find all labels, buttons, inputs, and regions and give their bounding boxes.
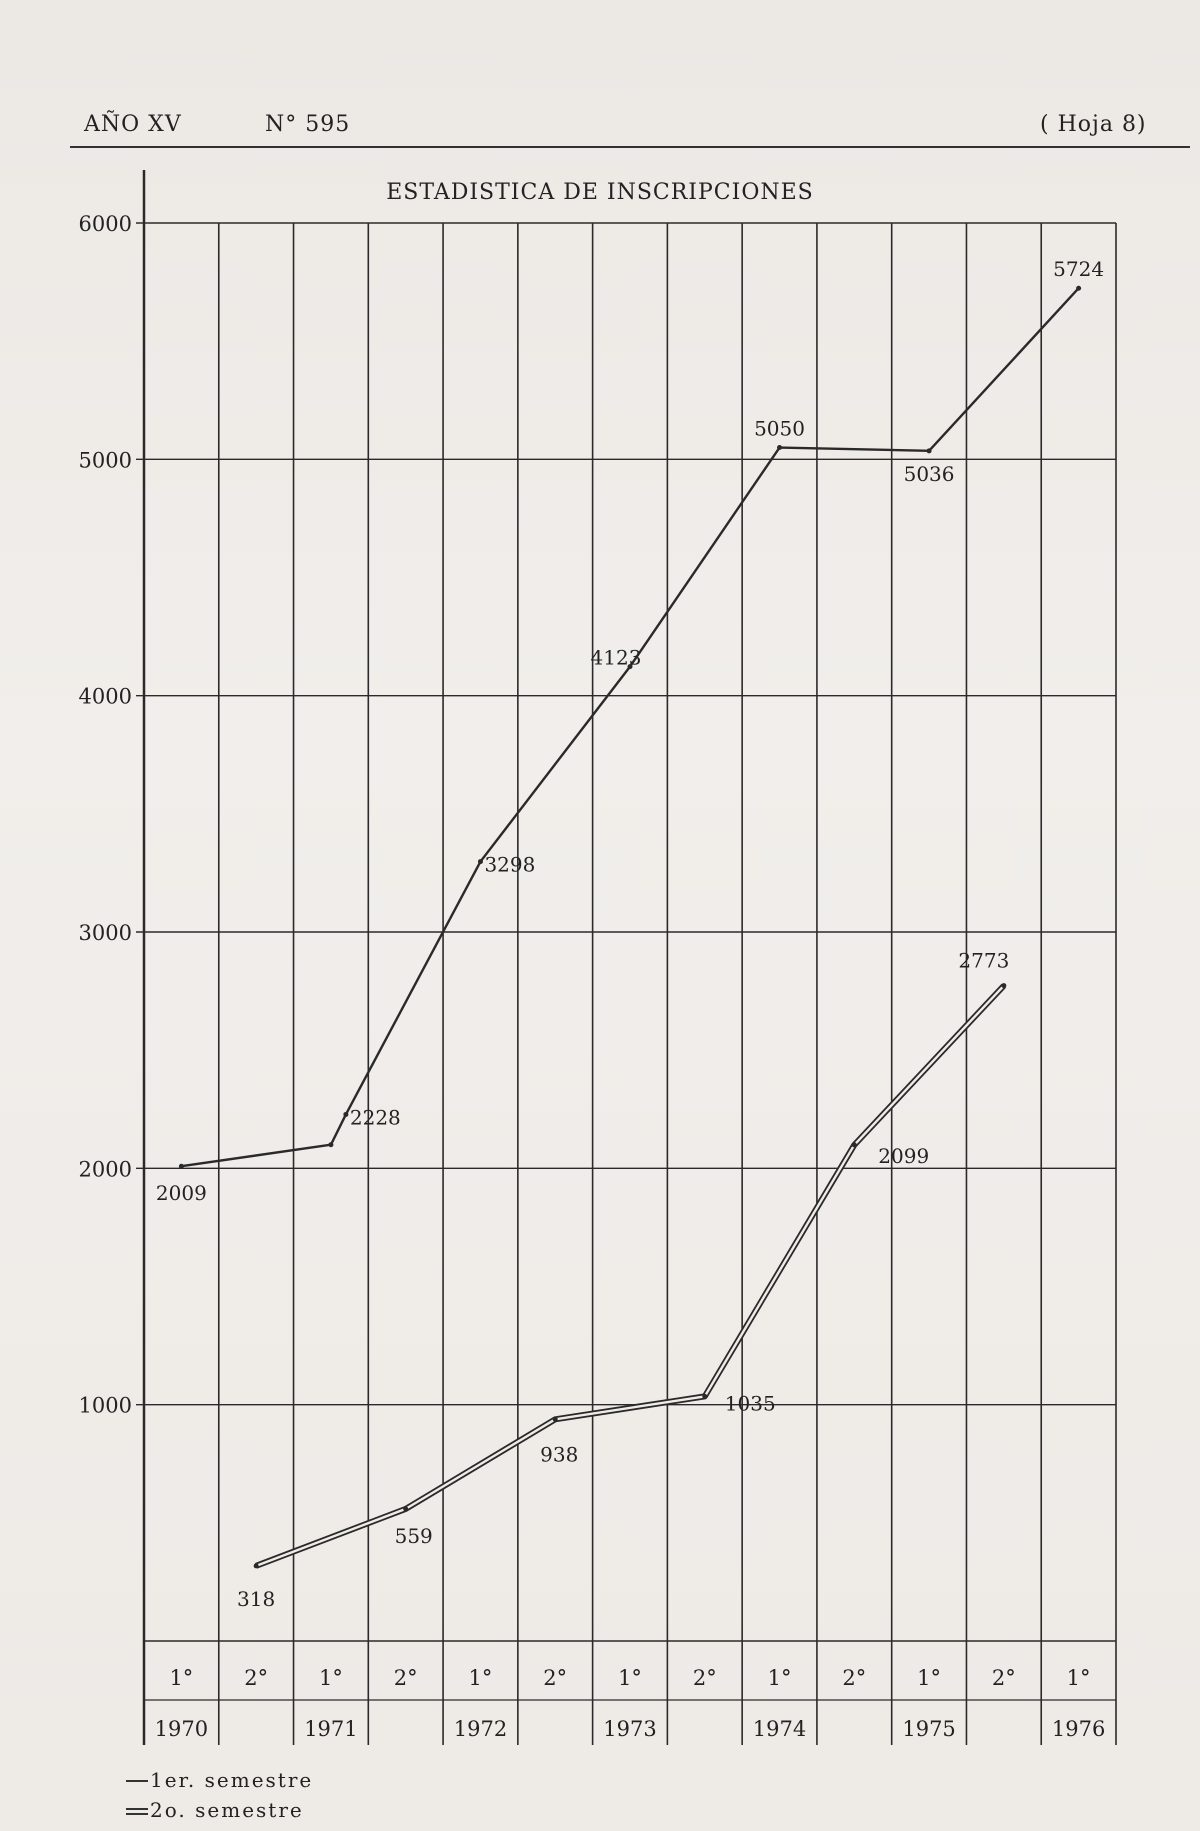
data-label: 4123: [590, 645, 642, 670]
data-point: [403, 1506, 408, 1511]
data-label: 2228: [349, 1105, 401, 1130]
x-tick-label-semester: 2°: [244, 1666, 269, 1690]
x-tick-label-semester: 1°: [618, 1666, 642, 1690]
data-label: 559: [394, 1523, 433, 1548]
x-tick-label-year: 1975: [902, 1717, 956, 1741]
x-tick-label-semester: 2°: [393, 1666, 418, 1690]
data-point: [328, 1142, 333, 1147]
x-tick-label-year: 1974: [752, 1717, 807, 1741]
legend-swatch-2o-semestre: [126, 1808, 148, 1810]
x-tick-label-semester: 2°: [543, 1666, 568, 1690]
chart-title: ESTADISTICA DE INSCRIPCIONES: [386, 180, 814, 205]
legend-entry-1er-semestre: 1er. semestre: [150, 1768, 314, 1792]
y-tick-label: 3000: [78, 921, 132, 945]
data-label: 2773: [958, 948, 1010, 973]
data-label: 2009: [155, 1181, 207, 1206]
data-point: [478, 859, 483, 864]
data-point: [179, 1164, 184, 1169]
data-point: [702, 1394, 707, 1399]
data-label: 938: [540, 1442, 579, 1467]
data-label: 5050: [754, 416, 805, 441]
data-label: 5036: [903, 461, 955, 486]
x-tick-label-semester: 2°: [842, 1666, 867, 1690]
x-tick-label-semester: 2°: [991, 1666, 1016, 1690]
data-label: 318: [237, 1586, 276, 1611]
header-number: N° 595: [265, 112, 351, 137]
data-label: 5724: [1053, 257, 1105, 282]
x-tick-label-year: 1976: [1051, 1717, 1106, 1741]
data-point: [927, 448, 932, 453]
y-tick-label: 1000: [78, 1393, 132, 1418]
header-year: AÑO XV: [84, 112, 182, 137]
y-tick-label: 2000: [78, 1157, 132, 1182]
data-label: 2099: [878, 1143, 930, 1168]
data-label: 1035: [724, 1391, 776, 1416]
data-point: [254, 1563, 259, 1568]
data-point: [553, 1417, 558, 1422]
data-label: 3298: [484, 852, 536, 877]
header-sheet: ( Hoja 8): [1040, 112, 1147, 137]
series-line-1er-semestre: [181, 288, 1078, 1166]
legend-swatch-1er-semestre: [126, 1780, 148, 1782]
x-tick-label-semester: 1°: [917, 1666, 942, 1690]
x-tick-label-year: 1970: [154, 1717, 209, 1741]
y-tick-label: 6000: [78, 212, 132, 236]
legend-entry-2o-semestre: 2o. semestre: [150, 1798, 304, 1822]
data-point: [1001, 983, 1006, 988]
y-tick-label: 5000: [78, 448, 132, 473]
x-tick-label-semester: 1°: [767, 1666, 792, 1690]
x-tick-label-semester: 2°: [692, 1666, 717, 1690]
x-tick-label-year: 1973: [603, 1717, 657, 1741]
data-point: [852, 1142, 857, 1147]
data-point: [1076, 286, 1081, 291]
x-tick-label-semester: 1°: [318, 1666, 343, 1690]
y-tick-label: 4000: [78, 684, 132, 709]
x-tick-label-semester: 1°: [169, 1666, 194, 1690]
x-tick-label-year: 1971: [304, 1717, 358, 1741]
x-tick-label-year: 1972: [453, 1717, 508, 1741]
data-point: [777, 445, 782, 450]
data-point: [343, 1112, 348, 1117]
x-tick-label-semester: 1°: [1066, 1666, 1091, 1690]
x-tick-label-semester: 1°: [468, 1666, 493, 1690]
